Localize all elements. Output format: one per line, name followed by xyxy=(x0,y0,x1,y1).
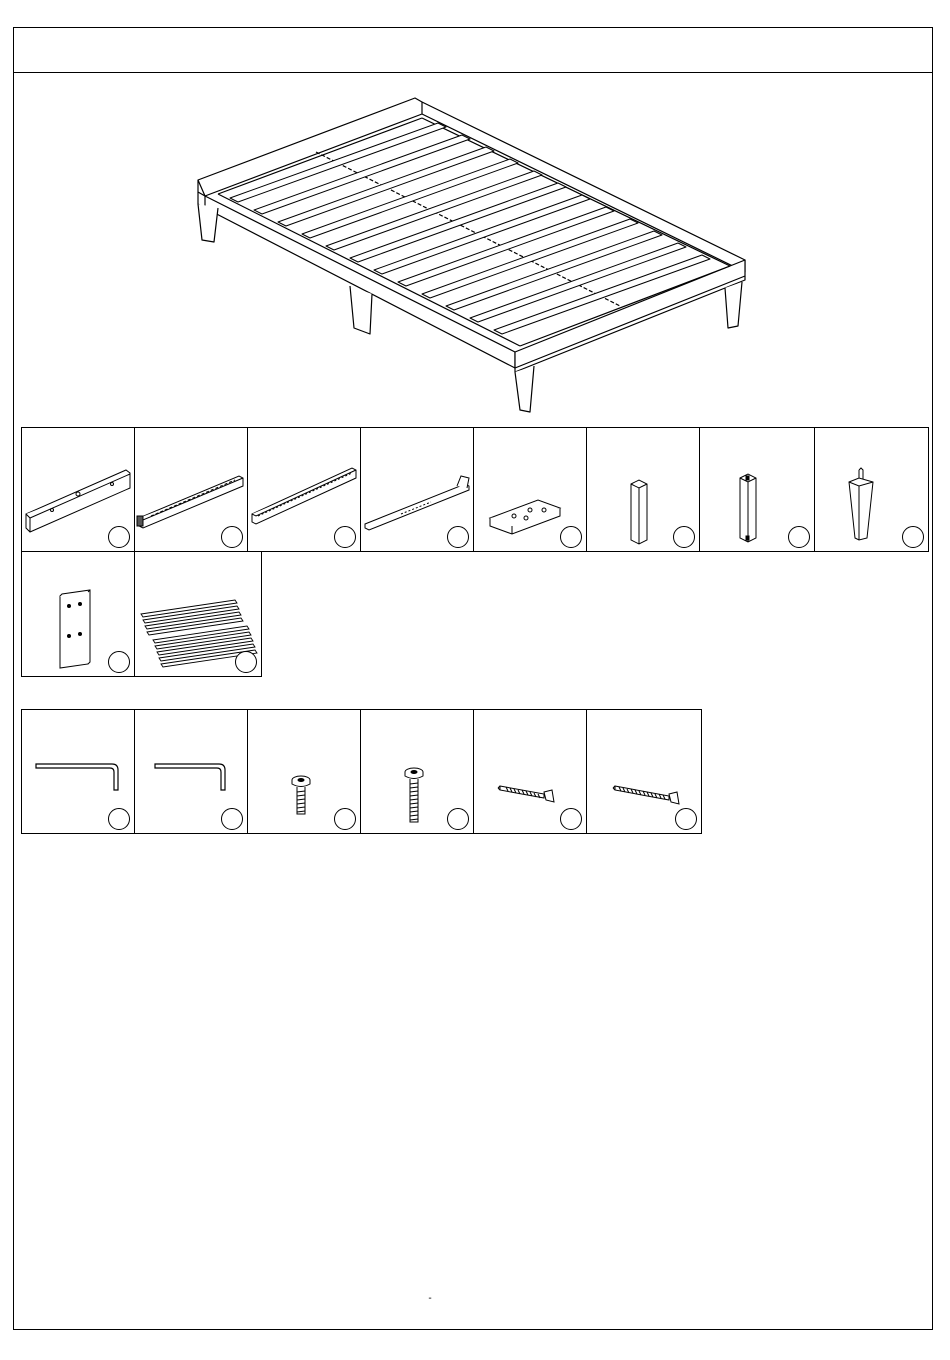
hardware-cell xyxy=(21,709,135,834)
part-number-badge xyxy=(108,651,130,673)
part-cell xyxy=(247,427,361,552)
part-number-badge xyxy=(221,526,243,548)
part-cell xyxy=(360,427,474,552)
hardware-number-badge xyxy=(560,808,582,830)
part-number-badge xyxy=(902,526,924,548)
part-cell xyxy=(21,551,135,677)
hardware-cell xyxy=(473,709,587,834)
part-cell xyxy=(699,427,815,552)
hardware-cell xyxy=(134,709,248,834)
hardware-number-badge xyxy=(675,808,697,830)
part-number-badge xyxy=(673,526,695,548)
hardware-cell xyxy=(247,709,361,834)
part-number-badge xyxy=(108,526,130,548)
hardware-cell xyxy=(586,709,702,834)
part-number-badge xyxy=(788,526,810,548)
part-number-badge xyxy=(235,651,257,673)
part-cell xyxy=(21,427,135,552)
page-number: - xyxy=(428,1293,432,1304)
part-cell xyxy=(473,427,587,552)
part-cell xyxy=(134,427,248,552)
header-title xyxy=(13,28,933,72)
hardware-cell xyxy=(360,709,474,834)
part-cell xyxy=(586,427,700,552)
bed-frame-icon xyxy=(190,90,760,420)
part-number-badge xyxy=(334,526,356,548)
part-number-badge xyxy=(560,526,582,548)
part-number-badge xyxy=(447,526,469,548)
part-cell xyxy=(134,551,262,677)
hardware-number-badge xyxy=(447,808,469,830)
hardware-number-badge xyxy=(334,808,356,830)
hardware-number-badge xyxy=(108,808,130,830)
part-cell xyxy=(814,427,929,552)
header-divider xyxy=(13,72,933,73)
hardware-number-badge xyxy=(221,808,243,830)
